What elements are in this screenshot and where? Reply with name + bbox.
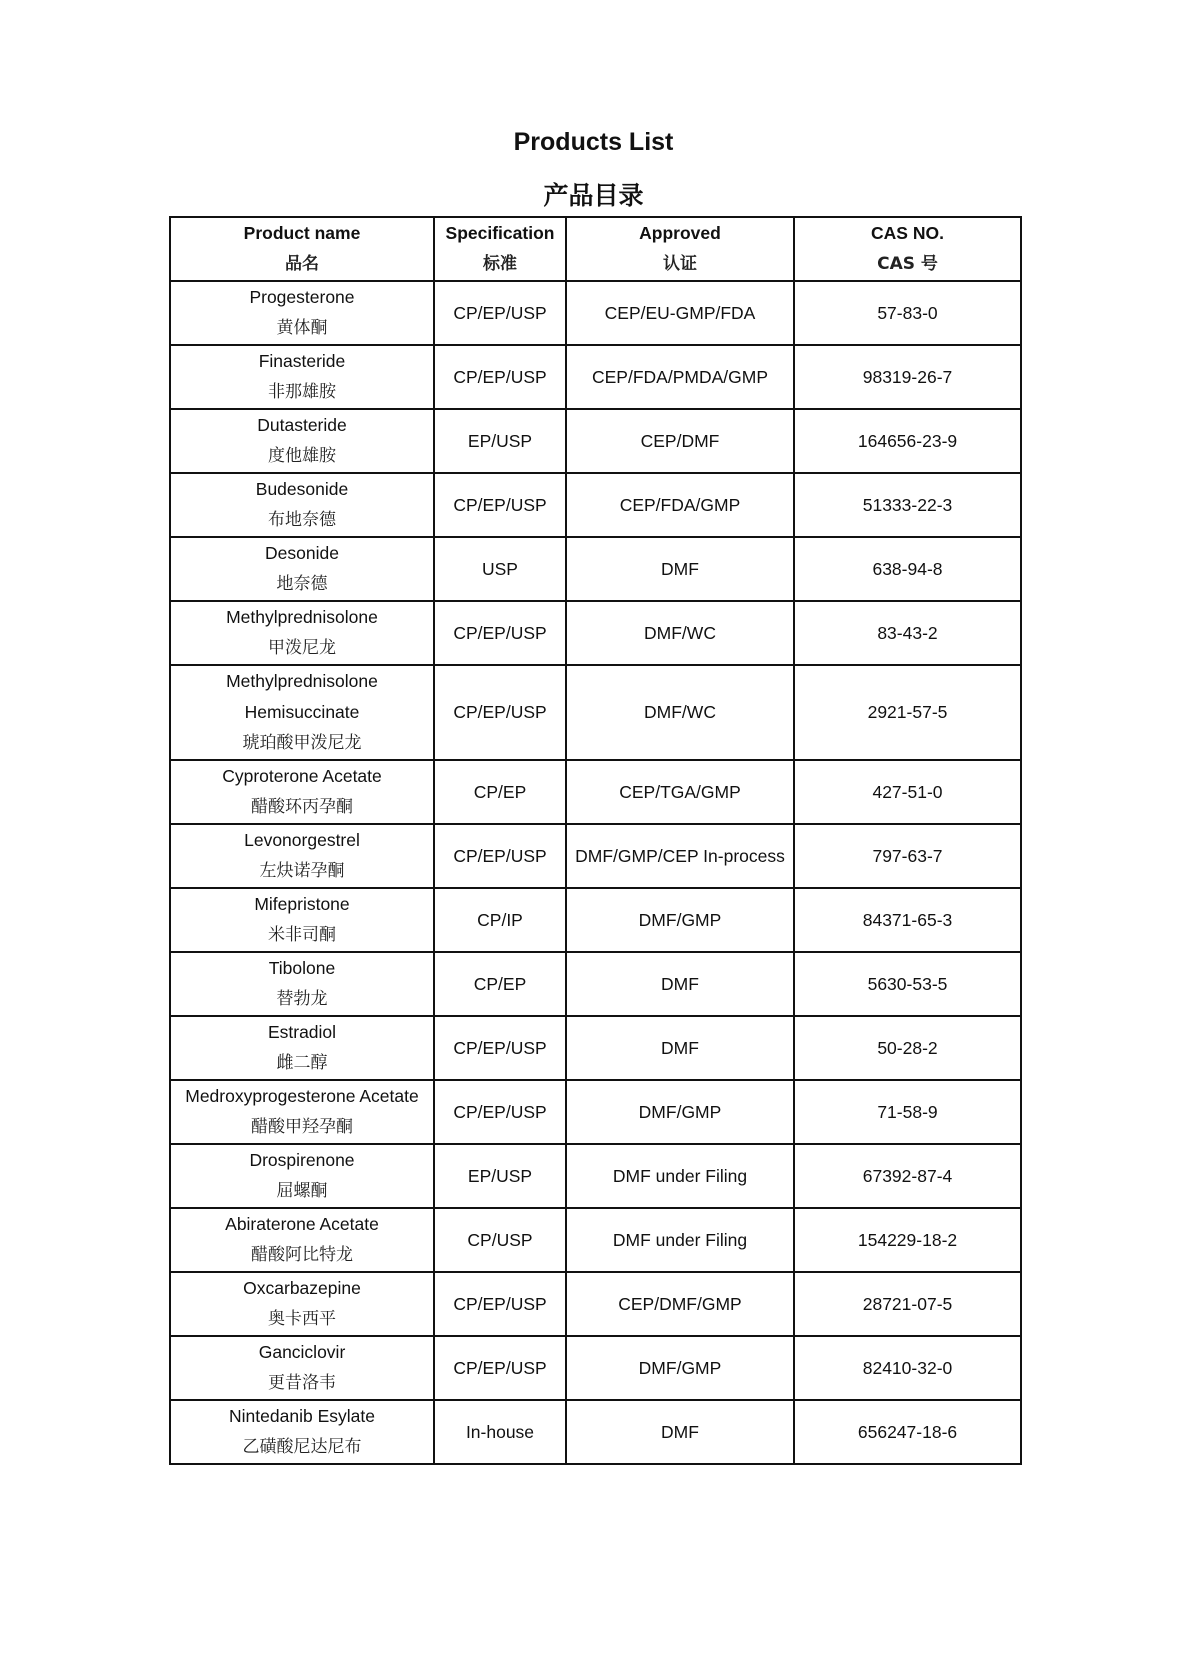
product-name-zh: 替勃龙 [276,989,328,1009]
header-label: Product name [243,223,361,243]
header-label-zh: 标准 [483,254,517,274]
specification-cell: CP/EP/USP [434,1016,566,1080]
specification-cell: CP/EP [434,952,566,1016]
cas-number-cell: 82410-32-0 [794,1336,1021,1400]
table-row [170,281,1021,345]
product-name-en: Nintedanib Esylate [229,1406,375,1426]
specification-cell: EP/USP [434,409,566,473]
product-name-en: Abiraterone Acetate [225,1214,379,1234]
product-name-en: Medroxyprogesterone Acetate [185,1086,419,1106]
cas-number-cell: 98319-26-7 [794,345,1021,409]
header-cas-no [794,217,1021,281]
specification-cell: CP/EP/USP [434,824,566,888]
product-name-en: Ganciclovir [258,1342,346,1362]
header-label: Specification [445,223,555,243]
approved-cell: CEP/DMF/GMP [566,1272,794,1336]
product-name-en: Drospirenone [249,1150,355,1170]
specification-cell: CP/EP/USP [434,665,566,760]
table-row [170,1336,1021,1400]
product-name-en: Methylprednisolone [226,607,378,627]
header-label: Approved [639,223,721,243]
cas-number-cell: 154229-18-2 [794,1208,1021,1272]
approved-cell: CEP/EU-GMP/FDA [566,281,794,345]
specification-cell: In-house [434,1400,566,1464]
product-name-zh: 黄体酮 [276,318,328,338]
approved-cell: DMF [566,1400,794,1464]
header-label-zh: 认证 [663,254,697,274]
product-name-cell [170,665,434,760]
product-name-zh: 地奈德 [276,574,328,594]
product-name-zh: 醋酸阿比特龙 [251,1245,353,1265]
approved-cell: DMF [566,1016,794,1080]
product-name-zh: 左炔诺孕酮 [259,861,345,881]
product-name-en: Progesterone [249,287,355,307]
page-subtitle-zh: 产品目录 [543,181,644,210]
cas-number-cell: 50-28-2 [794,1016,1021,1080]
product-name-zh: 醋酸甲羟孕酮 [251,1117,353,1137]
product-name-cell [170,888,434,952]
table-row [170,1080,1021,1144]
header-label-zh: 品名 [285,254,319,274]
product-name-en: Mifepristone [254,894,350,914]
approved-cell: CEP/FDA/GMP [566,473,794,537]
approved-cell: DMF/WC [566,601,794,665]
approved-cell: DMF/GMP/CEP In-process [566,824,794,888]
cas-number-cell: 28721-07-5 [794,1272,1021,1336]
product-name-cell [170,824,434,888]
specification-cell: CP/EP/USP [434,1272,566,1336]
table-row [170,1272,1021,1336]
product-name-en: Budesonide [255,479,349,499]
approved-cell: DMF/GMP [566,1336,794,1400]
specification-cell: EP/USP [434,1144,566,1208]
product-name-cell [170,1144,434,1208]
cas-number-cell: 638-94-8 [794,537,1021,601]
product-name-en: Estradiol [267,1022,337,1042]
table-row [170,537,1021,601]
product-name-cell [170,1208,434,1272]
product-name-zh: 醋酸环丙孕酮 [251,797,353,817]
product-name-cell [170,601,434,665]
specification-cell: CP/EP [434,760,566,824]
product-name-en: Desonide [265,543,339,563]
specification-cell: CP/EP/USP [434,473,566,537]
table-row [170,1016,1021,1080]
product-name-zh: 非那雄胺 [268,382,336,402]
table-row [170,1208,1021,1272]
specification-cell: CP/EP/USP [434,1080,566,1144]
page-title: Products List [513,128,674,156]
product-name-zh: 屈螺酮 [276,1181,328,1201]
product-name-zh: 乙磺酸尼达尼布 [242,1437,362,1457]
specification-cell: CP/USP [434,1208,566,1272]
approved-cell: DMF under Filing [566,1208,794,1272]
table-row [170,473,1021,537]
table-row [170,345,1021,409]
approved-cell: CEP/FDA/PMDA/GMP [566,345,794,409]
product-name-zh: 甲泼尼龙 [268,638,336,658]
approved-cell: DMF under Filing [566,1144,794,1208]
product-name-en: Methylprednisolone [226,671,378,691]
cas-number-cell: 656247-18-6 [794,1400,1021,1464]
table-row [170,824,1021,888]
product-name-zh: 奥卡西平 [268,1309,336,1329]
cas-number-cell: 427-51-0 [794,760,1021,824]
products-table [169,216,1022,1465]
product-name-cell [170,1272,434,1336]
cas-number-cell: 84371-65-3 [794,888,1021,952]
table-row [170,1144,1021,1208]
table-header-row [170,217,1021,281]
product-name-cell [170,760,434,824]
table-row [170,888,1021,952]
product-name-cell [170,345,434,409]
header-approved [566,217,794,281]
table-row [170,601,1021,665]
product-name-zh: 雌二醇 [276,1053,328,1073]
cas-number-cell: 57-83-0 [794,281,1021,345]
product-name-en: Levonorgestrel [244,830,360,850]
approved-cell: DMF/WC [566,665,794,760]
product-name-zh: 米非司酮 [268,925,336,945]
specification-cell: CP/IP [434,888,566,952]
product-name-cell [170,1016,434,1080]
product-name-zh: 更昔洛韦 [268,1373,336,1393]
product-name-cell [170,473,434,537]
specification-cell: CP/EP/USP [434,281,566,345]
table-row [170,1400,1021,1464]
approved-cell: DMF/GMP [566,888,794,952]
approved-cell: DMF [566,952,794,1016]
product-name-zh: 布地奈德 [268,510,336,530]
product-name-cell [170,952,434,1016]
cas-number-cell: 164656-23-9 [794,409,1021,473]
cas-number-cell: 2921-57-5 [794,665,1021,760]
product-name-cell [170,1080,434,1144]
header-specification [434,217,566,281]
product-name-cell [170,1400,434,1464]
cas-number-cell: 71-58-9 [794,1080,1021,1144]
cas-number-cell: 67392-87-4 [794,1144,1021,1208]
approved-cell: CEP/DMF [566,409,794,473]
table-row [170,409,1021,473]
product-name-en: Oxcarbazepine [243,1278,361,1298]
specification-cell: CP/EP/USP [434,345,566,409]
product-name-cell [170,537,434,601]
cas-number-cell: 5630-53-5 [794,952,1021,1016]
approved-cell: CEP/TGA/GMP [566,760,794,824]
header-label-zh: CAS 号 [877,254,938,274]
header-label: CAS NO. [871,223,944,243]
specification-cell: CP/EP/USP [434,1336,566,1400]
product-name-cell [170,409,434,473]
table-row [170,665,1021,760]
cas-number-cell: 51333-22-3 [794,473,1021,537]
product-name-cell [170,1336,434,1400]
table-row [170,952,1021,1016]
cas-number-cell: 797-63-7 [794,824,1021,888]
product-name-en: Hemisuccinate [244,702,360,722]
product-name-en: Cyproterone Acetate [222,766,382,786]
header-product-name [170,217,434,281]
approved-cell: DMF [566,537,794,601]
product-name-en: Dutasteride [257,415,347,435]
product-name-cell [170,281,434,345]
table-row [170,760,1021,824]
product-name-en: Tibolone [268,958,336,978]
product-name-en: Finasteride [258,351,346,371]
product-name-zh: 度他雄胺 [268,446,336,466]
specification-cell: USP [434,537,566,601]
product-name-zh: 琥珀酸甲泼尼龙 [242,733,362,753]
cas-number-cell: 83-43-2 [794,601,1021,665]
specification-cell: CP/EP/USP [434,601,566,665]
approved-cell: DMF/GMP [566,1080,794,1144]
